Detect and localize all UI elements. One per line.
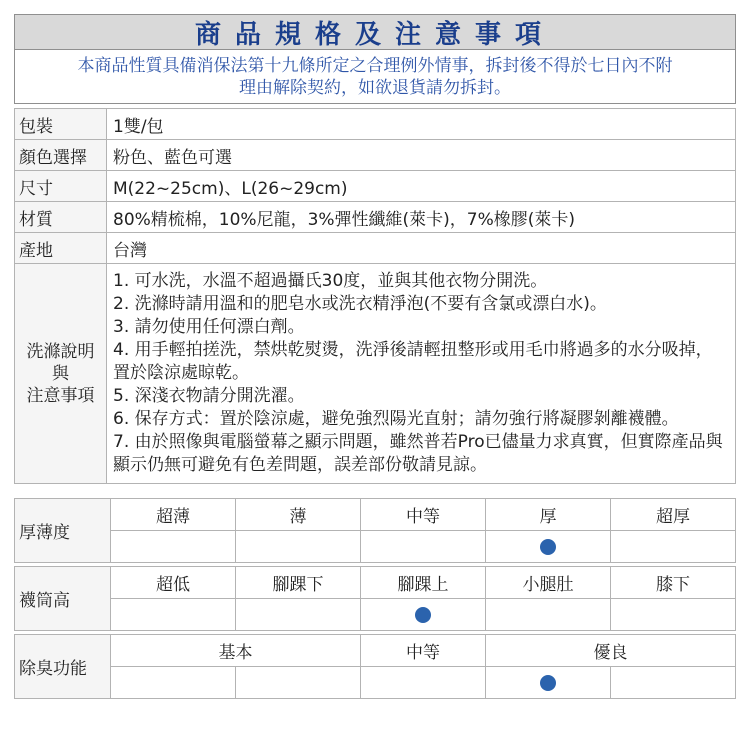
grade-option: 腳踝上 (361, 567, 486, 599)
grade-cell (486, 667, 611, 699)
grade-row-height (15, 567, 736, 599)
spec-table (14, 108, 736, 484)
grade-cell (236, 599, 361, 631)
grade-option: 薄 (236, 499, 361, 531)
grade-cell (236, 531, 361, 563)
grade-label: 厚薄度 (15, 499, 111, 563)
spec-value: M(22~25cm)、L(26~29cm) (107, 171, 736, 202)
wash-item: 4. 用手輕拍搓洗，禁烘乾熨燙，洗淨後請輕扭整形或用毛巾將過多的水分吸掉，置於陰涼處晾乾。 (113, 340, 713, 383)
page-title: 商品規格及注意事項 (14, 14, 736, 50)
wash-item: 5. 深淺衣物請分開洗濯。 (113, 386, 305, 406)
spec-value: 1雙/包 (107, 109, 736, 140)
grade-cell (361, 599, 486, 631)
spec-row-wash (15, 264, 736, 484)
grade-cell (486, 531, 611, 563)
spec-value: 粉色、藍色可選 (107, 140, 736, 171)
grade-cell (486, 599, 611, 631)
grade-cell (611, 667, 736, 699)
spec-row-packaging (15, 109, 736, 140)
spec-label: 尺寸 (15, 171, 107, 202)
grade-label: 襪筒高 (15, 567, 111, 631)
grade-option: 腳踝下 (236, 567, 361, 599)
grade-option: 膝下 (611, 567, 736, 599)
grade-option: 超薄 (111, 499, 236, 531)
grade-table (14, 498, 736, 699)
spec-value: 台灣 (107, 233, 736, 264)
notice-line-1: 本商品性質具備消保法第十九條所定之合理例外情事，拆封後不得於七日內不附 (77, 56, 673, 76)
grade-marker-row (15, 667, 736, 699)
wash-item: 3. 請勿使用任何漂白劑。 (113, 317, 305, 337)
grade-cell (111, 599, 236, 631)
wash-instructions (107, 264, 736, 484)
spec-sheet (14, 14, 736, 699)
grade-option: 超厚 (611, 499, 736, 531)
grade-option: 小腿肚 (486, 567, 611, 599)
wash-label-line: 與 (52, 363, 69, 384)
spec-row-color (15, 140, 736, 171)
wash-label (15, 264, 107, 484)
grade-marker-row (15, 531, 736, 563)
wash-item: 7. 由於照像與電腦螢幕之顯示問題，雖然普若Pro已儘量力求真實，但實際產品與 顯示仍無可避免有色差問題，誤差部份敬請見諒。 (113, 432, 723, 475)
selected-dot-icon (540, 675, 556, 691)
spec-label: 包裝 (15, 109, 107, 140)
grade-cell (361, 531, 486, 563)
grade-cell (111, 531, 236, 563)
spec-row-material (15, 202, 736, 233)
spec-value: 80%精梳棉，10%尼龍，3%彈性纖維(萊卡)，7%橡膠(萊卡) (107, 202, 736, 233)
wash-label-line: 注意事項 (26, 385, 95, 406)
grade-row-thickness (15, 499, 736, 531)
grade-cell (361, 667, 486, 699)
grade-cell (111, 667, 236, 699)
grade-option: 中等 (361, 635, 486, 667)
wash-item: 2. 洗滌時請用溫和的肥皂水或洗衣精淨泡(不要有含氯或漂白水)。 (113, 294, 607, 314)
grade-cell (611, 531, 736, 563)
grade-option: 厚 (486, 499, 611, 531)
selected-dot-icon (540, 539, 556, 555)
grade-marker-row (15, 599, 736, 631)
grade-row-deodorant (15, 635, 736, 667)
wash-item: 1. 可水洗，水溫不超過攝氏30度，並與其他衣物分開洗。 (113, 271, 548, 291)
grade-option: 中等 (361, 499, 486, 531)
spec-row-size (15, 171, 736, 202)
grade-cell (611, 599, 736, 631)
wash-label-line: 洗滌說明 (26, 341, 95, 362)
wash-item: 6. 保存方式：置於陰涼處，避免強烈陽光直射；請勿強行將凝膠剝離襪體。 (113, 409, 679, 429)
wash-list (107, 264, 735, 483)
grade-cell (236, 667, 361, 699)
selected-dot-icon (415, 607, 431, 623)
grade-label: 除臭功能 (15, 635, 111, 699)
spec-row-origin (15, 233, 736, 264)
spec-label: 顏色選擇 (15, 140, 107, 171)
notice-line-2: 理由解除契約，如欲退貨請勿拆封。 (239, 78, 511, 98)
grade-option: 超低 (111, 567, 236, 599)
spec-label: 產地 (15, 233, 107, 264)
grade-option: 優良 (486, 635, 736, 667)
grade-option: 基本 (111, 635, 361, 667)
return-notice (14, 50, 736, 104)
spec-label: 材質 (15, 202, 107, 233)
